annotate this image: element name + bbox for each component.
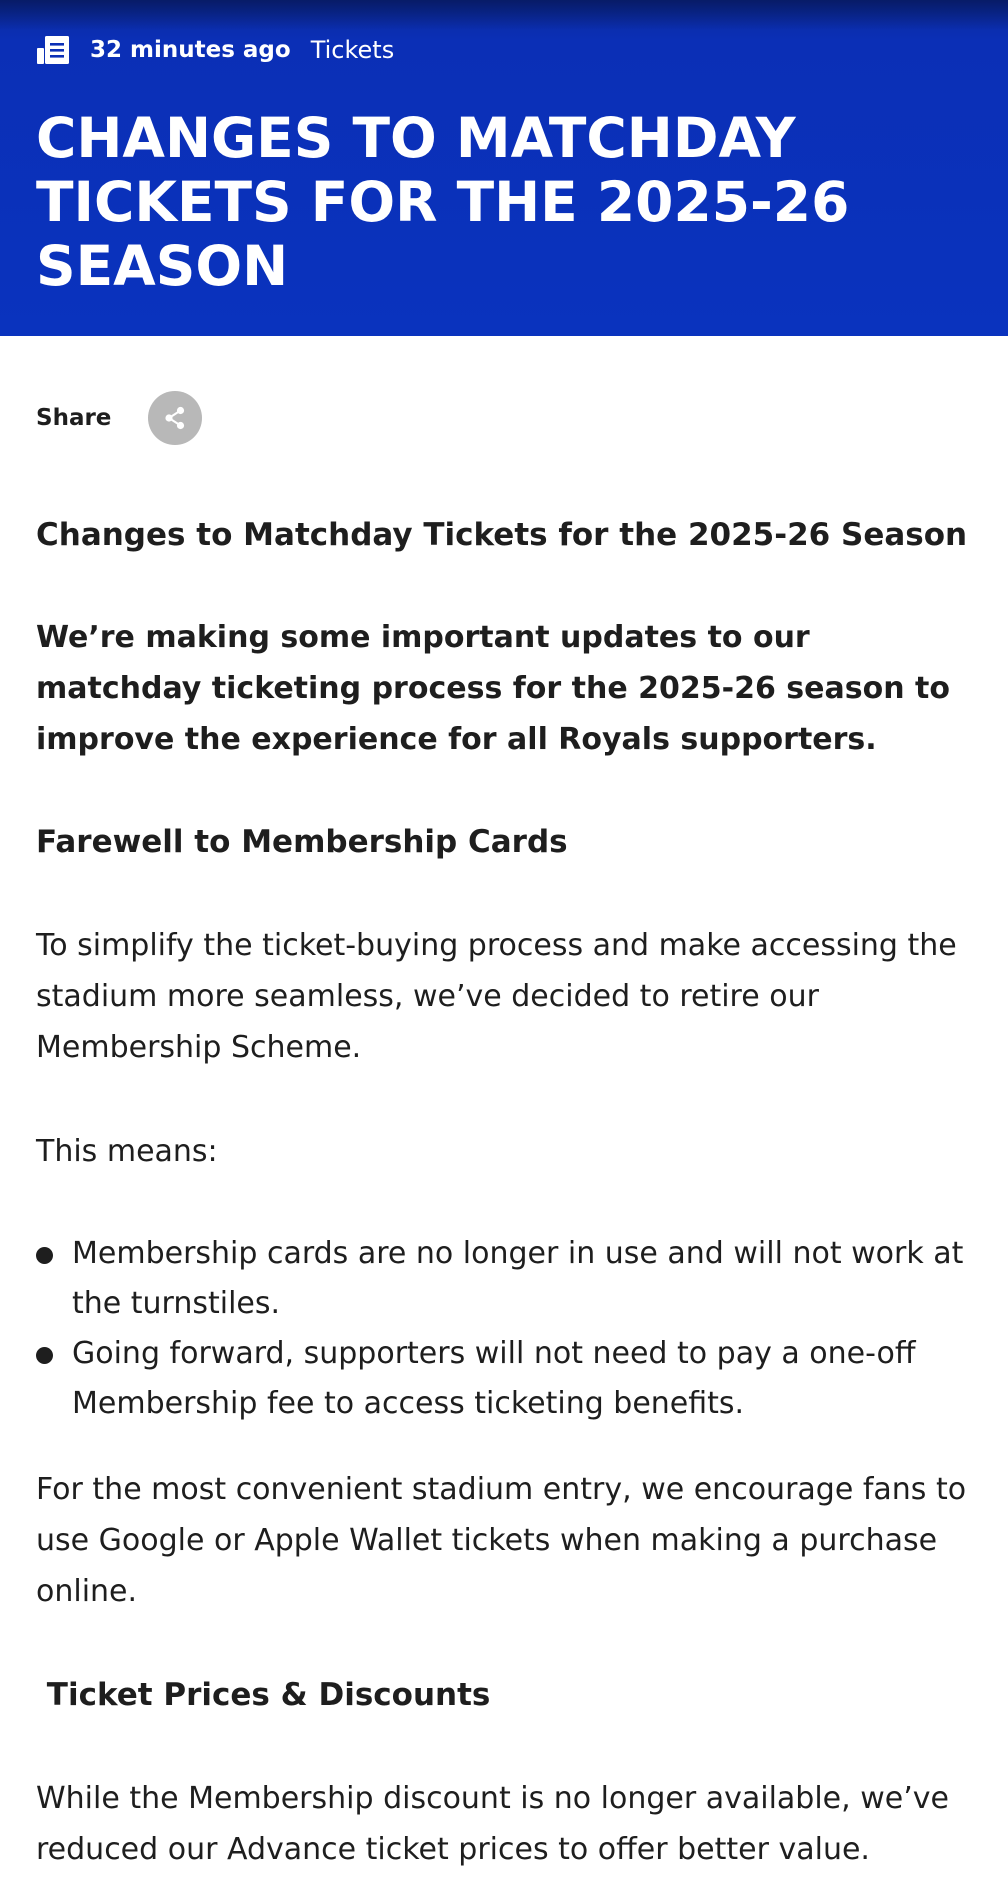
list-item-text: Going forward, supporters will not need to pay a one-off Membership fee to access ticketing benefits. [72,1336,916,1421]
article-body [36,510,976,1875]
prices-paragraph: While the Membership discount is no longer available, we’ve reduced our Advance ticket prices to offer better value. [36,1781,949,1867]
bullet-icon [36,1247,53,1264]
wallet-paragraph: For the most convenient stadium entry, we encourage fans to use Google or Apple Wallet tickets when making a purchase online. [36,1472,967,1609]
list-item [36,1229,976,1329]
section-heading-membership: Farewell to Membership Cards [36,824,568,860]
share-label: Share [36,405,112,431]
list-item-text: Membership cards are no longer in use and will not work at the turnstiles. [72,1236,964,1321]
changes-list [36,1229,976,1429]
page-title: CHANGES TO MATCHDAY TICKETS FOR THE 2025-26 SEASON [36,106,850,298]
category-link[interactable]: Tickets [310,36,395,64]
article-intro: We’re making some important updates to our matchday ticketing process for the 2025-26 season to improve the experience for all Royals supporters. [36,620,950,757]
share-icon [162,405,188,431]
article-hero [0,0,1008,336]
bullet-icon [36,1347,53,1364]
share-button[interactable] [148,391,202,445]
article-meta [36,32,394,68]
hero-image-strip [0,0,1008,30]
share-row [36,391,202,445]
section-heading-prices: Ticket Prices & Discounts [36,1677,491,1713]
membership-paragraph: To simplify the ticket-buying process and make accessing the stadium more seamless, we’ve decided to retire our Membership Scheme. [36,928,957,1065]
article-icon [36,34,70,66]
published-time: 32 minutes ago [90,37,291,63]
list-item [36,1329,976,1429]
this-means-text: This means: [36,1134,218,1169]
article-headline: Changes to Matchday Tickets for the 2025-26 Season [36,517,968,553]
